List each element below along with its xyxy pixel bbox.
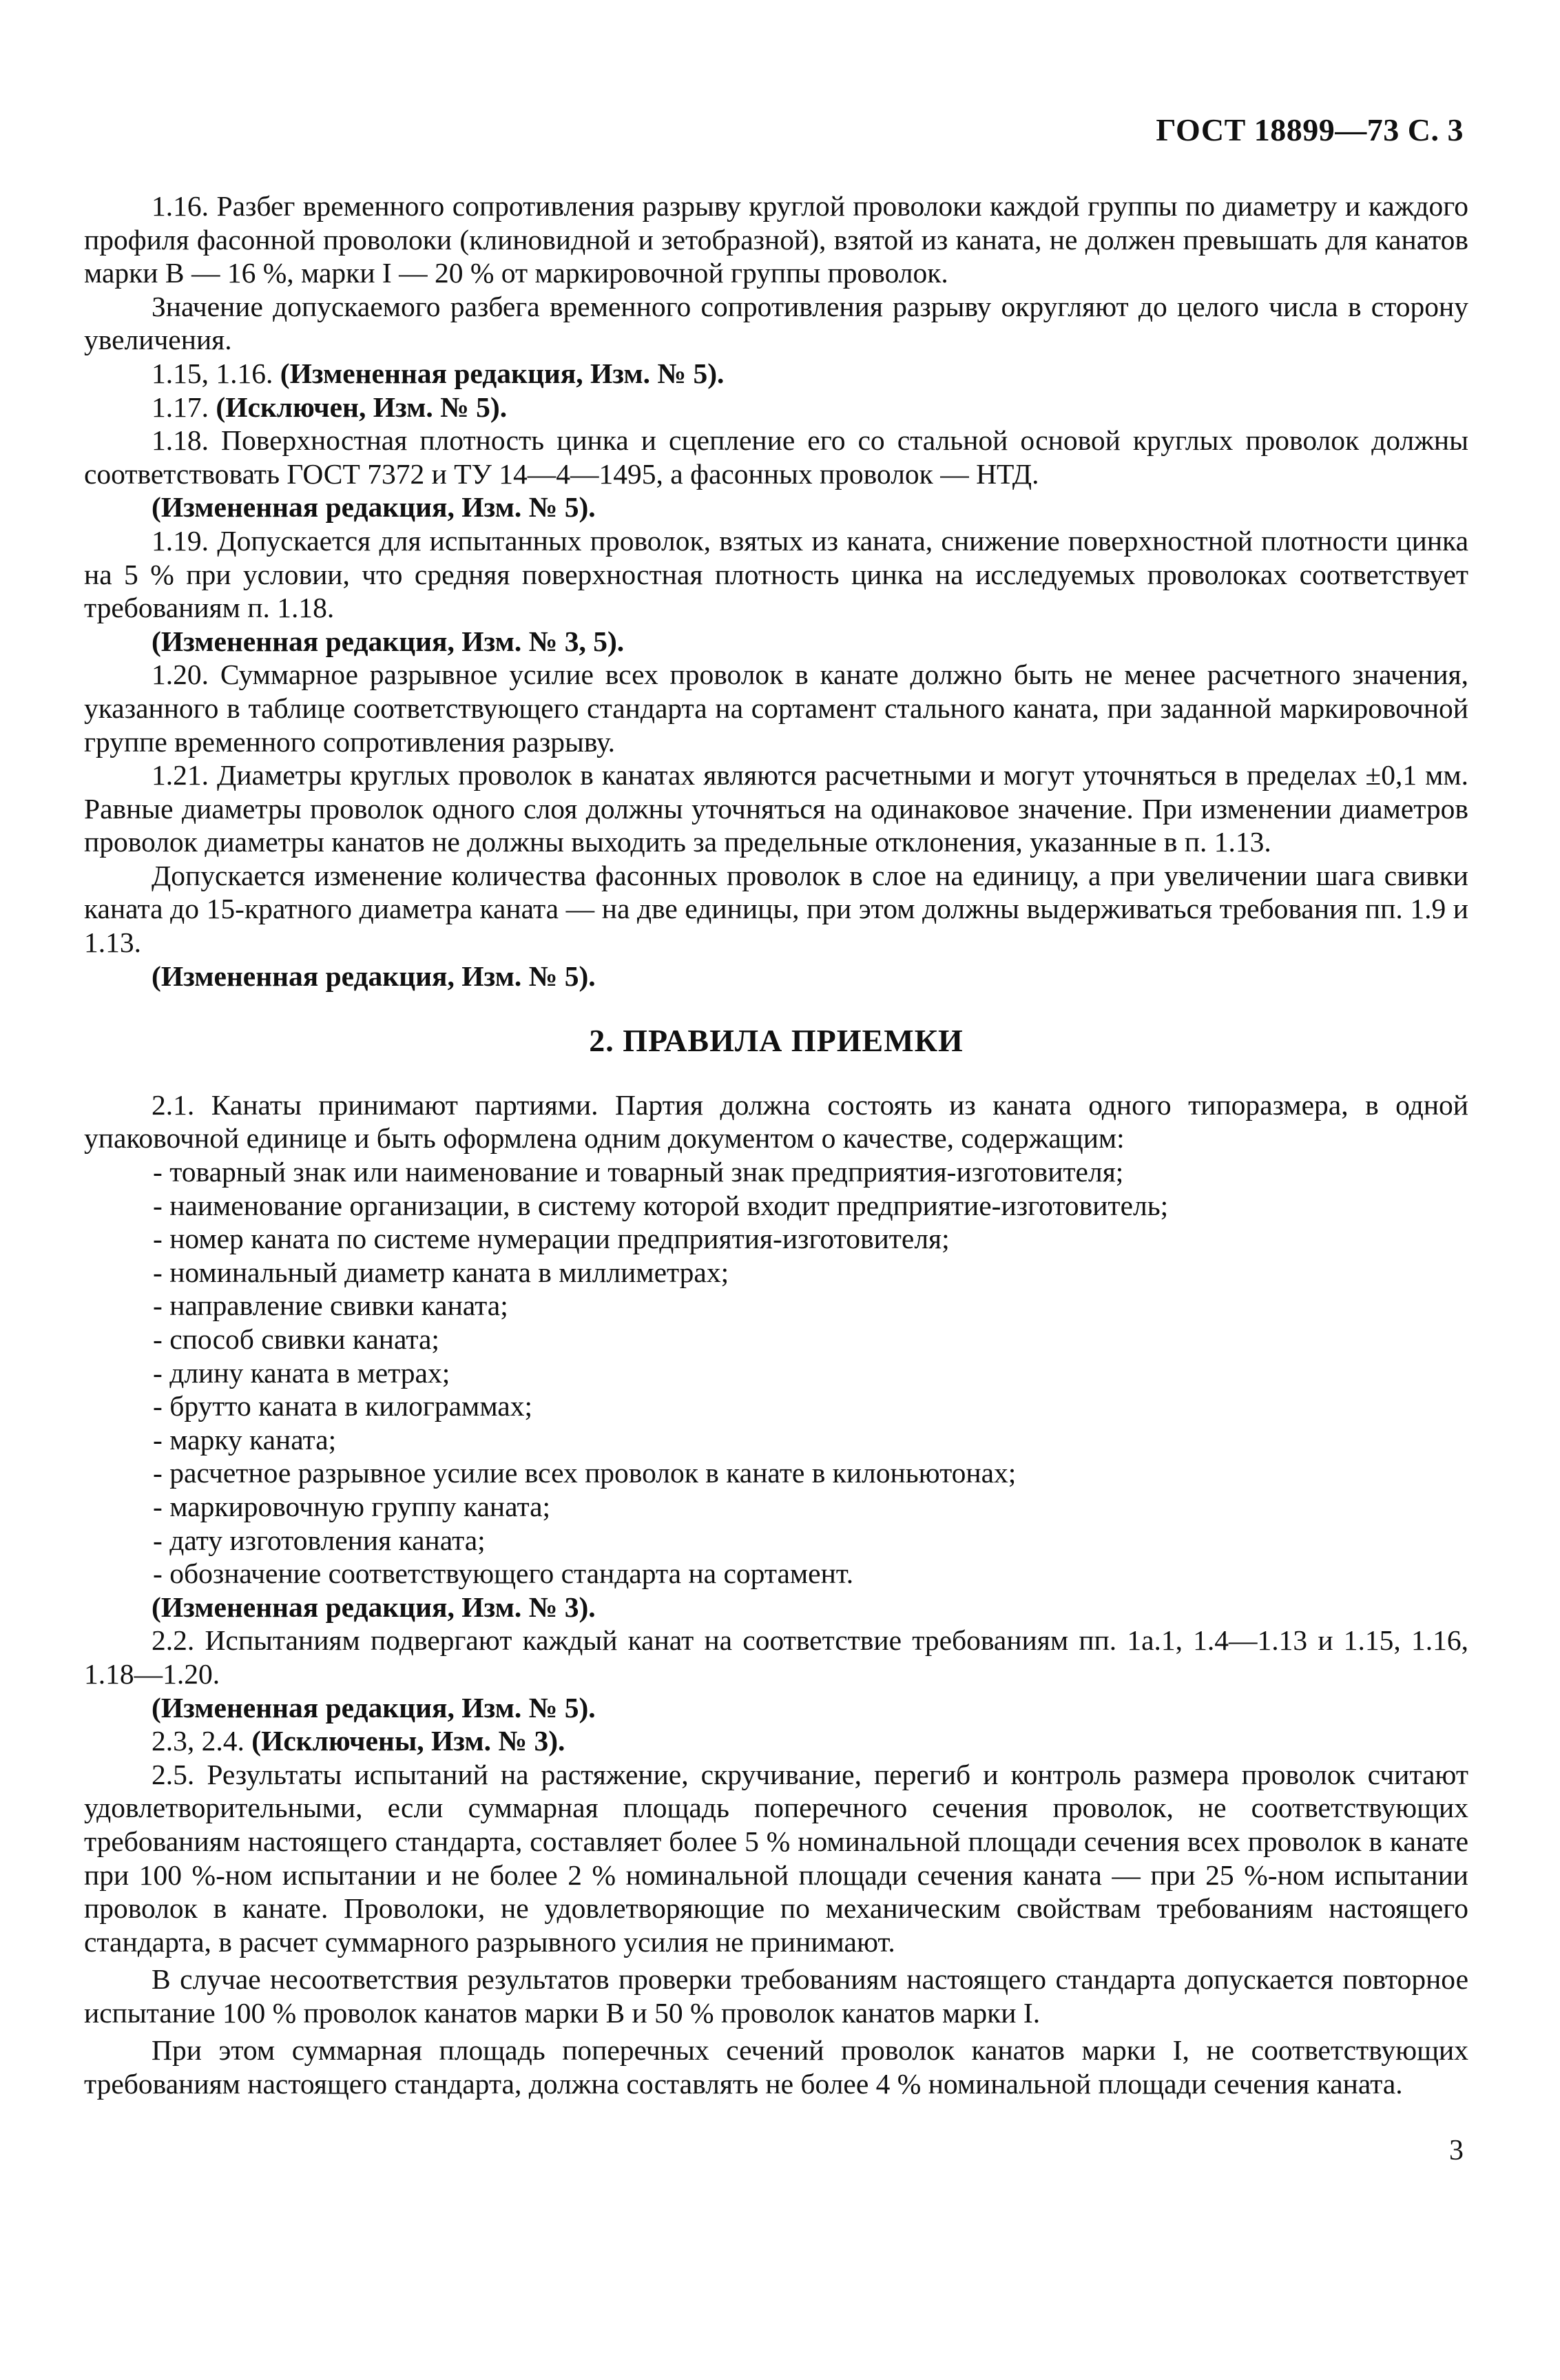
- amendment-note: (Измененная редакция, Изм. № 5).: [280, 357, 725, 389]
- amendment-note: (Измененная редакция, Изм. № 5).: [152, 1691, 596, 1724]
- list-item: - марку каната;: [153, 1423, 1468, 1457]
- paragraph-1-18: 1.18. Поверхностная плотность цинка и сцепление его со стальной основой круглых проволок должны соответствовать ГОСТ 7372 и ТУ 14—4—1495, а фасонных проволок — НТД.: [84, 424, 1468, 490]
- document-body: [84, 189, 1468, 2101]
- list-item: - способ свивки каната;: [153, 1323, 1468, 1356]
- paragraph-2-5-retest: В случае несоответствия результатов проверки требованиям настоящего стандарта допускается повторное испытание 100 % проволок канатов марки В и 50 % проволок канатов марки I.: [84, 1963, 1468, 2029]
- paragraph-1-19-amendment: [84, 625, 1468, 659]
- amendment-note: (Измененная редакция, Изм. № 5).: [152, 491, 596, 524]
- paragraph-2-1: 2.1. Канаты принимают партиями. Партия должна состоять из каната одного типоразмера, в одной упаковочной единице и быть оформлена одним документом о качестве, содержащим:: [84, 1088, 1468, 1155]
- paragraph-1-18-amendment: [84, 490, 1468, 524]
- paragraph-1-21: 1.21. Диаметры круглых проволок в канатах являются расчетными и могут уточняться в пределах ±0,1 мм. Равные диаметры проволок одного слоя должны уточняться на одинаковое значение. При изменении диаметров проволок диаметры канатов не должны выходить за предельные отклонения, указанные в п. 1.13.: [84, 759, 1468, 858]
- list-item: - длину каната в метрах;: [153, 1356, 1468, 1390]
- list-item: - расчетное разрывное усилие всех проволок в канате в килоньютонах;: [153, 1456, 1468, 1490]
- paragraph-1-15-1-16-amendment: [84, 357, 1468, 391]
- list-item: - дату изготовления каната;: [153, 1524, 1468, 1558]
- paragraph-1-17: [84, 391, 1468, 424]
- paragraph-2-2-amendment: [84, 1691, 1468, 1725]
- page-header: ГОСТ 18899—73 С. 3: [1156, 112, 1464, 147]
- document-contents-list: [84, 1155, 1468, 1591]
- list-item: - маркировочную группу каната;: [153, 1490, 1468, 1524]
- paragraph-1-19: 1.19. Допускается для испытанных проволок, взятых из каната, снижение поверхностной плотности цинка на 5 % при условии, что средняя поверхностная плотность цинка на исследуемых проволоках соответствует требованиям п. 1.18.: [84, 524, 1468, 624]
- clause-ref: 1.17.: [152, 391, 209, 423]
- section-title: 2. ПРАВИЛА ПРИЕМКИ: [589, 1023, 964, 1059]
- paragraph-1-16: 1.16. Разбег временного сопротивления разрыву круглой проволоки каждой группы по диаметру и каждого профиля фасонной проволоки (клиновидной и зетобразной), взятой из каната, не должен превышать для канатов марки В — 16 %, марки I — 20 % от маркировочной группы проволок.: [84, 190, 1468, 289]
- list-item: - товарный знак или наименование и товарный знак предприятия-изготовителя;: [153, 1155, 1468, 1189]
- list-item: - номинальный диаметр каната в миллиметрах;: [153, 1256, 1468, 1290]
- amendment-note: (Измененная редакция, Изм. № 3, 5).: [152, 625, 625, 657]
- paragraph-1-16-note: Значение допускаемого разбега временного сопротивления разрыву округляют до целого числа в сторону увеличения.: [84, 290, 1468, 356]
- list-item: - номер каната по системе нумерации предприятия-изготовителя;: [153, 1222, 1468, 1256]
- amendment-note: (Исключен, Изм. № 5).: [216, 391, 508, 423]
- paragraph-2-3-2-4: [84, 1724, 1468, 1758]
- paragraph-2-5: 2.5. Результаты испытаний на растяжение, скручивание, перегиб и контроль размера проволок считают удовлетворительными, если суммарная площадь поперечного сечения проволок, не соответствующих требованиям настоящего стандарта, составляет более 5 % номинальной площади сечения всех проволок в канате при 100 %-ном испытании и не более 2 % номинальной площади сечения каната — при 25 %-ном испытании проволок в канате. Проволоки, не удовлетворяющие по механическим свойствам требованиям настоящего стандарта, в расчет суммарного разрывного усилия не принимают.: [84, 1758, 1468, 1958]
- list-item: - обозначение соответствующего стандарта на сортамент.: [153, 1557, 1468, 1591]
- clause-ref: 2.3, 2.4.: [152, 1725, 245, 1757]
- clause-ref: 1.15, 1.16.: [152, 357, 273, 389]
- paragraph-1-20: 1.20. Суммарное разрывное усилие всех проволок в канате должно быть не менее расчетного значения, указанного в таблице соответствующего стандарта на сортамент стального каната, при заданной маркировочной группе временного сопротивления разрыву.: [84, 659, 1468, 758]
- amendment-note: (Исключены, Изм. № 3).: [251, 1725, 565, 1757]
- paragraph-2-2: 2.2. Испытаниям подвергают каждый канат на соответствие требованиям пп. 1а.1, 1.4—1.13 и 1.15, 1.16, 1.18—1.20.: [84, 1624, 1468, 1690]
- paragraph-2-5-limit: При этом суммарная площадь поперечных сечений проволок канатов марки I, не соответствующих требованиям настоящего стандарта, должна составлять не более 4 % номинальной площади сечения каната.: [84, 2034, 1468, 2100]
- paragraph-1-21-note: Допускается изменение количества фасонных проволок в слое на единицу, а при увеличении шага свивки каната до 15-кратного диаметра каната — на две единицы, при этом должны выдерживаться требования пп. 1.9 и 1.13.: [84, 859, 1468, 959]
- paragraph-2-1-amendment: [84, 1591, 1468, 1624]
- list-item: - брутто каната в килограммах;: [153, 1389, 1468, 1423]
- page-number: 3: [1449, 2135, 1464, 2166]
- list-item: - направление свивки каната;: [153, 1289, 1468, 1323]
- paragraph-1-21-amendment: [84, 960, 1468, 993]
- amendment-note: (Измененная редакция, Изм. № 3).: [152, 1591, 596, 1623]
- list-item: - наименование организации, в систему которой входит предприятие-изготовитель;: [153, 1189, 1468, 1223]
- amendment-note: (Измененная редакция, Изм. № 5).: [152, 960, 596, 992]
